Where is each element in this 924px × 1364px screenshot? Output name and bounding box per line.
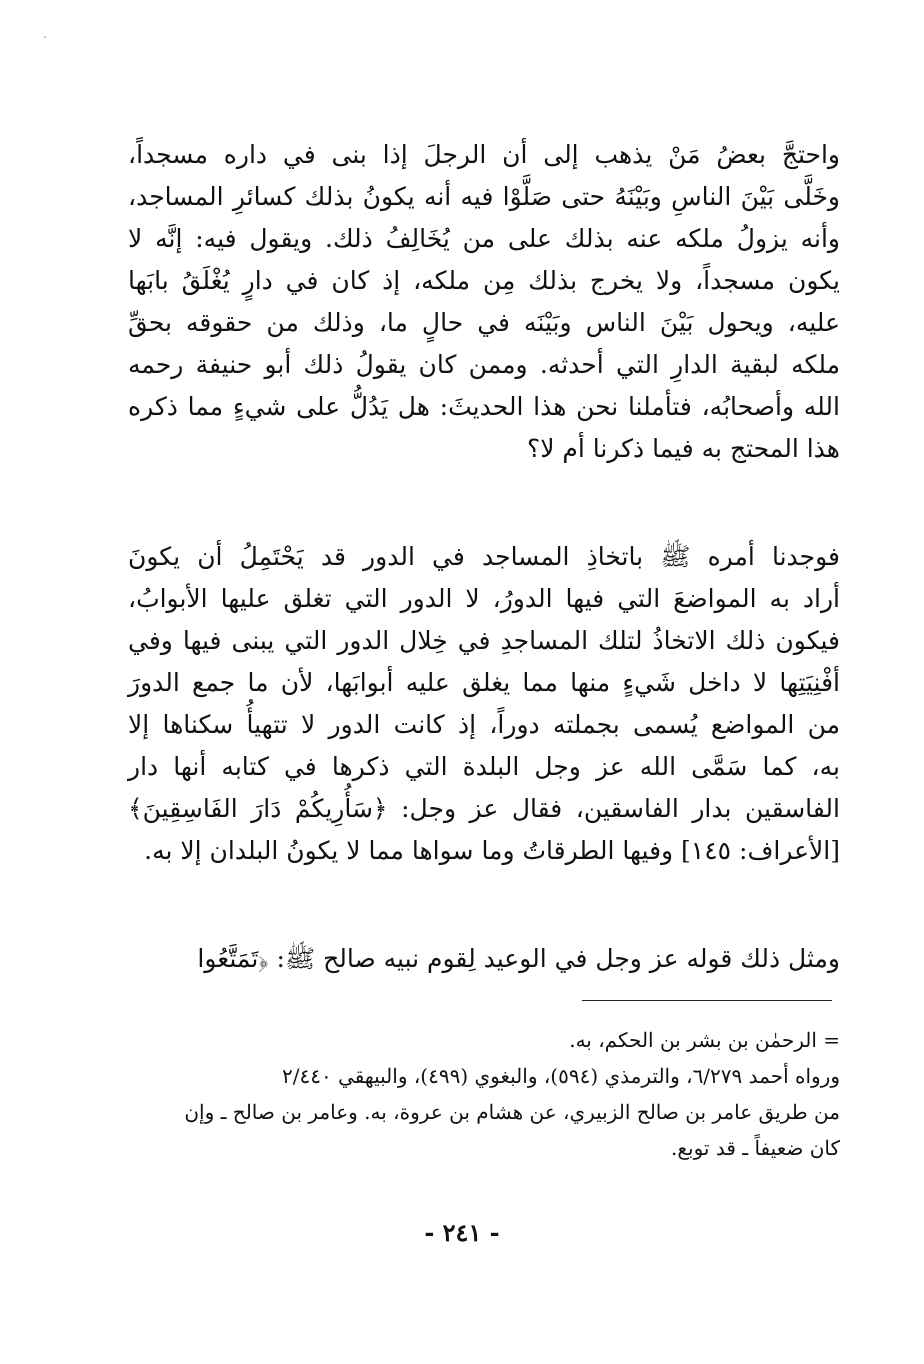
text-line: ملكه لبقية الدارِ التي أحدثه. وممن كان يقولُ ذلك أبو حنيفة رحمه (128, 350, 840, 379)
page-number: - ٢٤١ - (424, 1218, 500, 1247)
footnote-separator (582, 1000, 832, 1001)
footnotes (128, 1022, 840, 1166)
footnote-line: = الرحمٰن بن بشر بن الحكم، به. (569, 1028, 840, 1052)
text-line: وأنه يزولُ ملكه عنه بذلك على من يُخَالِفُ ذلك. ويقول فيه: إنَّه لا (128, 224, 840, 253)
text-line: أفْنِيَتِها لا داخل شَيءٍ منها مما يغلق عليه أبوابَها، لأن ما جمع الدورَ (128, 668, 840, 697)
text-line: واحتجَّ بعضُ مَنْ يذهب إلى أن الرجلَ إذا بنى في داره مسجداً، (128, 140, 840, 169)
paragraph-2 (128, 536, 840, 872)
scan-speck (44, 36, 46, 38)
text-line: وخَلَّى بَيْنَ الناسِ وبَيْنَهُ حتى صَلَّوْا فيه أنه يكونُ بذلك كسائرِ المساجد، (128, 182, 840, 211)
paragraph-3 (128, 938, 840, 980)
text-line: هذا المحتج به فيما ذكرنا أم لا؟ (526, 434, 840, 463)
footnote-line: كان ضعيفاً ـ قد توبع. (671, 1136, 840, 1160)
text-line: عليه، ويحول بَيْنَ الناس وبَيْنَه في حالٍ ما، وذلك من حقوقه بحقِّ (128, 308, 840, 337)
text-line: [الأعراف: ١٤٥] وفيها الطرقاتُ وما سواها مما لا يكونُ البلدان إلا به. (144, 836, 840, 865)
footnote-line: من طريق عامر بن صالح الزبيري، عن هشام بن عروة، به. وعامر بن صالح ـ وإن (184, 1100, 840, 1124)
text-line: من المواضع يُسمى بجملته دوراً، إذ كانت الدور لا تتهيأُ سكناها إلا (128, 710, 840, 739)
text-line: فوجدنا أمره ﷺ باتخاذِ المساجد في الدور قد يَحْتَمِلُ أن يكونَ (128, 542, 840, 571)
footnote-line: ورواه أحمد ٦/٢٧٩، والترمذي (٥٩٤)، والبغوي (٤٩٩)، والبيهقي ٢/٤٤٠ (282, 1064, 840, 1088)
text-line: أراد به المواضعَ التي فيها الدورُ، لا الدور التي تغلق عليها الأبوابُ، (128, 584, 840, 613)
text-line: الله وأصحابُه، فتأملنا نحن هذا الحديثَ: هل يَدُلُّ على شيءٍ مما ذكره (128, 392, 840, 421)
text-line: يكون مسجداً، ولا يخرج بذلك مِن ملكه، إذ كان في دارٍ يُغْلَقُ بابَها (128, 266, 840, 295)
text-line: فيكون ذلك الاتخاذُ لتلك المساجدِ في خِلال الدور التي يبنى فيها وفي (128, 626, 840, 655)
text-line: ومثل ذلك قوله عز وجل في الوعيد لِقوم نبيه صالح ﷺ: ﴿تَمَتَّعُوا (197, 944, 840, 973)
text-line: الفاسقين بدار الفاسقين، فقال عز وجل: ﴿سَأُرِيكُمْ دَارَ الفَاسِقِينَ﴾ (128, 794, 840, 823)
text-line: به، كما سَمَّى الله عز وجل البلدة التي ذكرها في كتابه أنها دار (128, 752, 840, 781)
paragraph-1 (128, 134, 840, 470)
